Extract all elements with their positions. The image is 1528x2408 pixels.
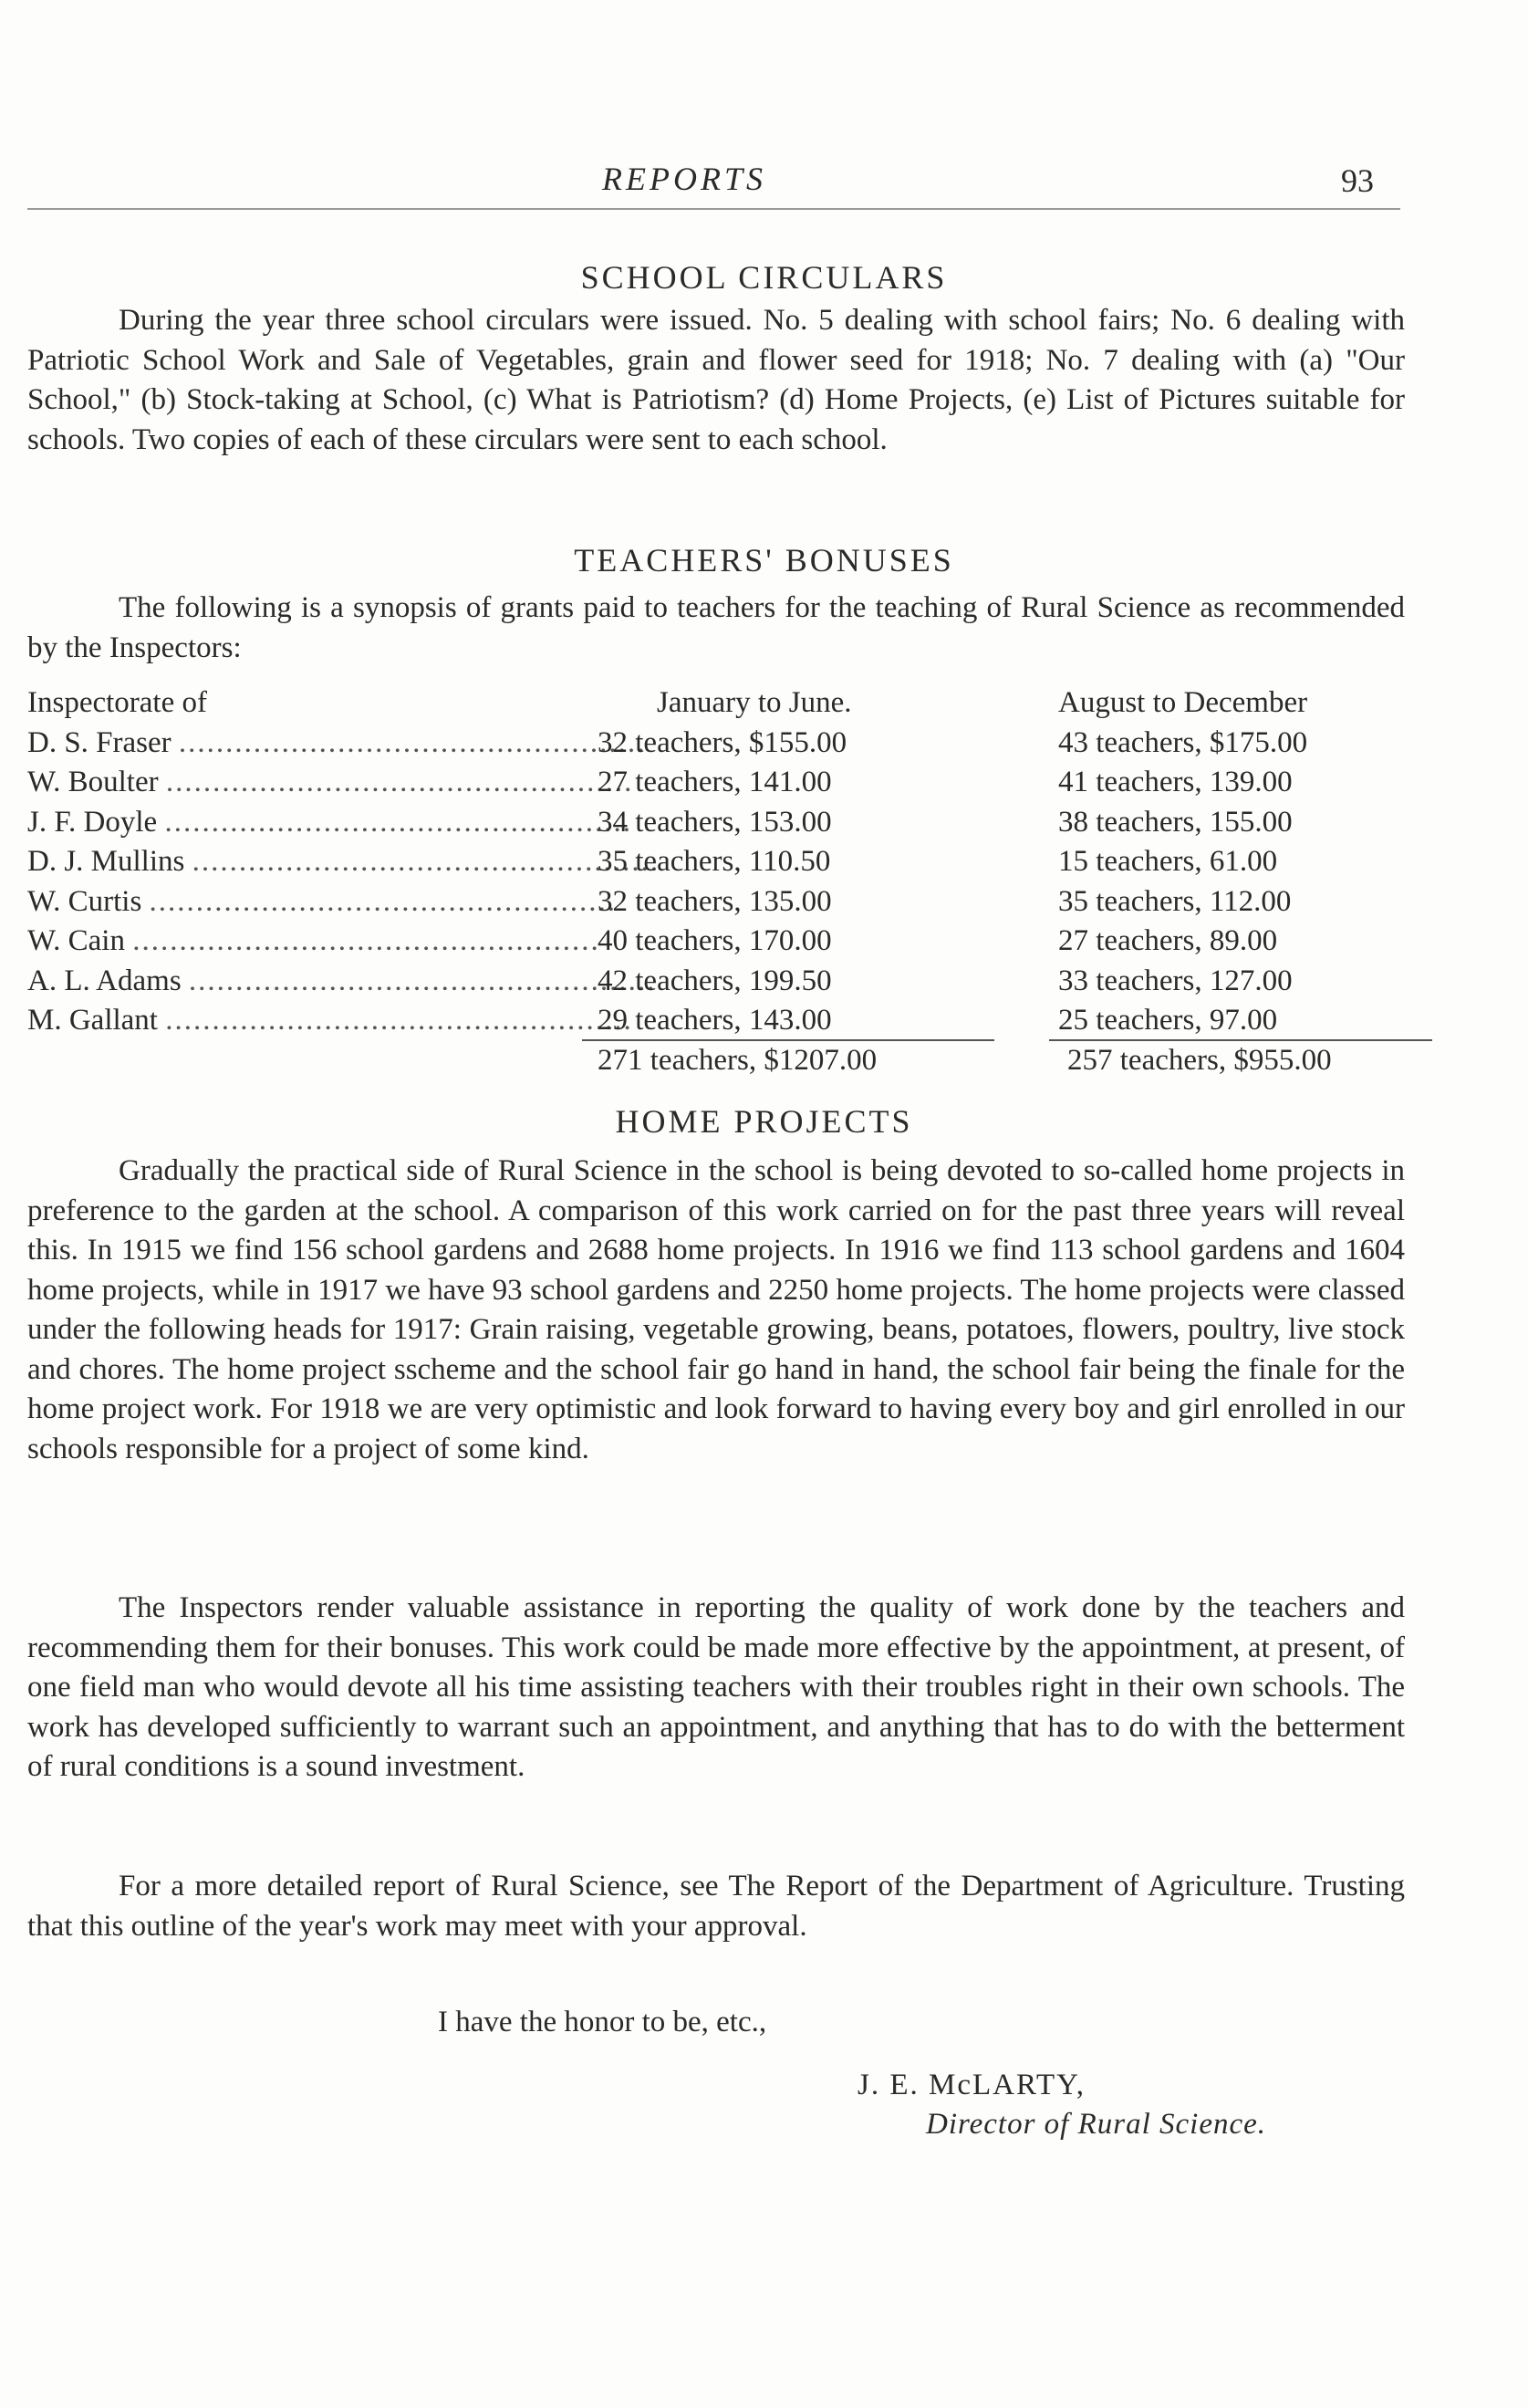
inspector-name: A. L. Adams	[27, 964, 182, 997]
bonuses-table	[27, 683, 1405, 1080]
august-december-value: 35 teachers, 112.00	[1058, 884, 1292, 918]
teachers-bonuses-intro: The following is a synopsis of grants paid to teachers for the teaching of Rural Science as recommended by the Inspectors:	[27, 591, 1405, 664]
column-header-january-june: January to June.	[657, 686, 852, 719]
leader-dots: ..................................................	[188, 964, 657, 997]
table-row	[27, 724, 1405, 764]
inspector-name: W. Boulter	[27, 766, 159, 798]
table-total-row	[27, 1041, 1405, 1081]
leader-dots: ..................................................	[178, 725, 647, 759]
leader-dots: ..................................................	[192, 845, 660, 878]
signature-title: Director of Rural Science.	[926, 2108, 1267, 2141]
january-june-value: 35 teachers, 110.50	[598, 845, 831, 878]
august-december-value: 27 teachers, 89.00	[1058, 924, 1278, 957]
table-row	[27, 1001, 1405, 1041]
table-row	[27, 763, 1405, 803]
january-june-total: 271 teachers, $1207.00	[598, 1043, 878, 1077]
inspector-name: W. Cain	[27, 924, 125, 957]
table-row	[27, 962, 1405, 1002]
table-row	[27, 803, 1405, 843]
school-circulars-paragraph: During the year three school circulars were issued. No. 5 dealing with school fairs; No. 6 dealing with Patriotic School Work and Sale of Vegetables, grain and flower seed for 1918; No. 7 dealing with (a) "Our School," (b) Stock-taking at School, (c) What is Patriotism? (d) Home Projects, (e) List of Pictures suitable for schools. Two copies of each of these circulars were sent to each school.	[27, 304, 1405, 456]
leader-dots: ..................................................	[165, 1004, 633, 1037]
august-december-value: 33 teachers, 127.00	[1058, 964, 1293, 997]
home-projects-paragraph-3: For a more detailed report of Rural Science, see The Report of the Department of Agriculture. Trusting that this outline of the year's work may meet with your approval.	[27, 1870, 1405, 1943]
closing-line: I have the honor to be, etc.,	[438, 2006, 767, 2038]
leader-dots: ..................................................	[132, 924, 600, 957]
leader-dots: ..................................................	[165, 766, 634, 798]
leader-dots: ..................................................	[149, 884, 618, 918]
home-projects-paragraph-2: The Inspectors render valuable assistance in reporting the quality of work done by the teachers and recommending them for their bonuses. This work could be made more effective by the appointment, at present, of one field man who would devote all his time assisting teachers with their troubles right in their own schools. The work has developed sufficiently to warrant such an appointment, and anything that has to do with the betterment of rural conditions is a sound investment.	[27, 1591, 1405, 1783]
january-june-value: 40 teachers, 170.00	[598, 924, 832, 957]
inspector-name: M. Gallant	[27, 1004, 158, 1037]
january-june-value: 29 teachers, 143.00	[598, 1004, 832, 1037]
january-june-value: 32 teachers, $155.00	[598, 725, 847, 759]
january-june-value: 34 teachers, 153.00	[598, 805, 832, 839]
running-head	[0, 160, 1528, 205]
table-header-row	[27, 683, 1405, 724]
leader-dots: ..................................................	[164, 805, 632, 839]
august-december-total: 257 teachers, $955.00	[1067, 1043, 1332, 1077]
column-header-inspectorate: Inspectorate of	[27, 686, 207, 719]
inspector-name: W. Curtis	[27, 884, 142, 918]
page-number: 93	[1341, 162, 1374, 199]
school-circulars-heading: SCHOOL CIRCULARS	[580, 259, 948, 296]
home-projects-paragraph-1: Gradually the practical side of Rural Science in the school is being devoted to so-called home projects in preference to the garden at the school. A comparison of this work carried on for the past three years will reveal this. In 1915 we find 156 school gardens and 2688 home projects. In 1916 we find 113 school gardens and 1604 home projects, while in 1917 we have 93 school gardens and 2250 home projects. The home projects were classed under the following heads for 1917: Grain raising, vegetable growing, beans, potatoes, flowers, poultry, live stock and chores. The home project sscheme and the school fair go hand in hand, the school fair being the finale for the home project work. For 1918 we are very optimistic and look forward to having every boy and girl enrolled in our schools responsible for a project of some kind.	[27, 1154, 1405, 1465]
january-june-value: 32 teachers, 135.00	[598, 884, 832, 918]
column-header-august-december: August to December	[1058, 686, 1308, 719]
teachers-bonuses-heading: TEACHERS' BONUSES	[574, 542, 954, 579]
january-june-value: 27 teachers, 141.00	[598, 766, 832, 798]
january-june-value: 42 teachers, 199.50	[598, 964, 832, 997]
august-december-value: 41 teachers, 139.00	[1058, 766, 1293, 798]
inspector-name: D. J. Mullins	[27, 845, 185, 878]
running-head-title: REPORTS	[602, 161, 766, 197]
header-rule	[27, 208, 1400, 210]
inspector-name: J. F. Doyle	[27, 805, 158, 839]
table-row	[27, 882, 1405, 923]
signature-name: J. E. McLARTY,	[858, 2069, 1086, 2101]
august-december-value: 25 teachers, 97.00	[1058, 1004, 1278, 1037]
august-december-value: 15 teachers, 61.00	[1058, 845, 1278, 878]
inspector-name: D. S. Fraser	[27, 725, 172, 759]
august-december-value: 43 teachers, $175.00	[1058, 725, 1308, 759]
home-projects-heading: HOME PROJECTS	[615, 1103, 913, 1140]
table-row	[27, 922, 1405, 962]
table-row	[27, 842, 1405, 882]
august-december-value: 38 teachers, 155.00	[1058, 805, 1293, 839]
